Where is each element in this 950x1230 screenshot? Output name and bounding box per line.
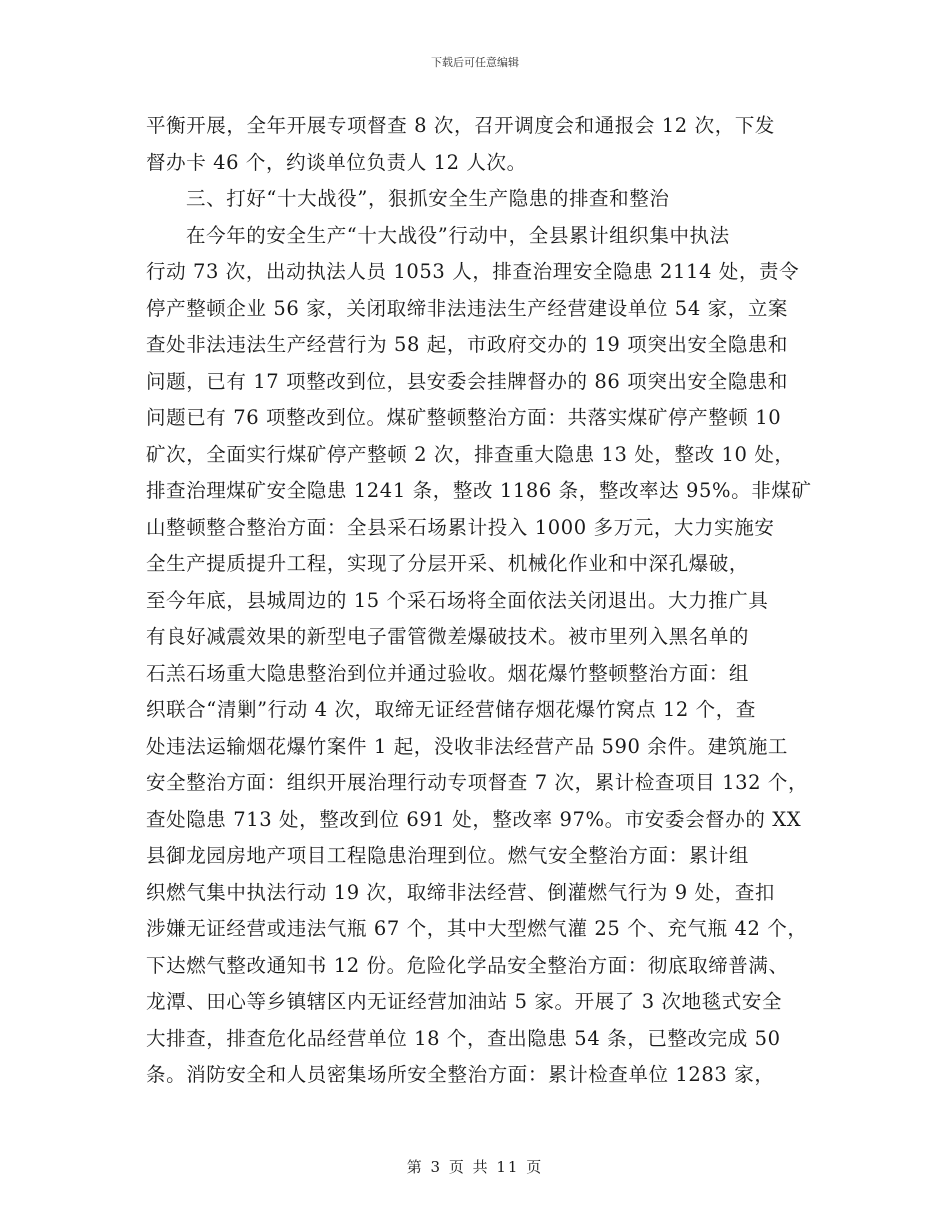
page-header: 下载后可任意编辑 — [431, 56, 519, 69]
text-line: 处违法运输烟花爆竹案件 1 起，没收非法经营产品 590 余件。建筑施工 — [146, 734, 789, 758]
text-line: 龙潭、田心等乡镇辖区内无证经营加油站 5 家。开展了 3 次地毯式安全 — [146, 990, 783, 1013]
text-line: 排查治理煤矿安全隐患 1241 条，整改 1186 条，整改率达 95%。非煤矿 — [146, 479, 812, 502]
text-line: 在今年的安全生产“十大战役”行动中，全县累计组织集中执法 — [186, 223, 730, 247]
document-body — [146, 108, 826, 1094]
text-line: 问题，已有 17 项整改到位，县安委会挂牌督办的 86 项突出安全隐患和 — [146, 369, 789, 393]
text-line: 至今年底，县城周边的 15 个采石场将全面依法关闭退出。大力推广具 — [146, 588, 769, 612]
text-line: 涉嫌无证经营或违法气瓶 67 个，其中大型燃气灌 25 个、充气瓶 42 个， — [146, 917, 808, 940]
page-footer: 第 3 页 共 11 页 — [406, 1158, 544, 1176]
text-line: 有良好减震效果的新型电子雷管微差爆破技术。被市里列入黑名单的 — [146, 625, 750, 648]
text-line: 石羔石场重大隐患整治到位并通过验收。烟花爆竹整顿整治方面：组 — [146, 661, 750, 685]
text-line: 全生产提质提升工程，实现了分层开采、机械化作业和中深孔爆破， — [146, 552, 750, 575]
text-line: 大排查，排查危化品经营单位 18 个，查出隐患 54 条，已整改完成 50 — [146, 1026, 781, 1050]
text-line: 停产整顿企业 56 家，关闭取缔非法违法生产经营建设单位 54 家，立案 — [146, 296, 789, 320]
text-line: 查处隐患 713 处，整改到位 691 处，整改率 97%。市安委会督办的 XX — [146, 807, 802, 831]
text-line: 行动 73 次，出动执法人员 1053 人，排查治理安全隐患 2114 处，责令 — [146, 260, 800, 283]
text-line: 山整顿整合整治方面：全县采石场累计投入 1000 多万元，大力实施安 — [146, 515, 775, 539]
text-line: 平衡开展，全年开展专项督查 8 次，召开调度会和通报会 12 次，下发 — [146, 114, 776, 137]
text-line: 条。消防安全和人员密集场所安全整治方面：累计检查单位 1283 家， — [146, 1063, 775, 1086]
text-line: 织联合“清剿”行动 4 次，取缔无证经营储存烟花爆竹窝点 12 个，查 — [146, 698, 756, 721]
text-line: 查处非法违法生产经营行为 58 起，市政府交办的 19 项突出安全隐患和 — [146, 333, 789, 356]
text-line: 安全整治方面：组织开展治理行动专项督查 7 次，累计检查项目 132 个， — [146, 771, 809, 794]
text-line: 督办卡 46 个，约谈单位负责人 12 人次。 — [146, 150, 527, 174]
text-line: 县御龙园房地产项目工程隐患治理到位。燃气安全整治方面：累计组 — [146, 844, 750, 867]
text-line: 矿次，全面实行煤矿停产整顿 2 次，排查重大隐患 13 处，整改 10 处， — [146, 442, 795, 466]
text-line: 三、打好“十大战役”，狠抓安全生产隐患的排查和整治 — [186, 187, 670, 210]
text-line: 织燃气集中执法行动 19 次，取缔非法经营、倒灌燃气行为 9 处，查扣 — [146, 880, 776, 904]
text-line: 问题已有 76 项整改到位。煤矿整顿整治方面：共落实煤矿停产整顿 10 — [146, 406, 782, 429]
text-line: 下达燃气整改通知书 12 份。危险化学品安全整治方面：彻底取缔普满、 — [146, 953, 789, 977]
